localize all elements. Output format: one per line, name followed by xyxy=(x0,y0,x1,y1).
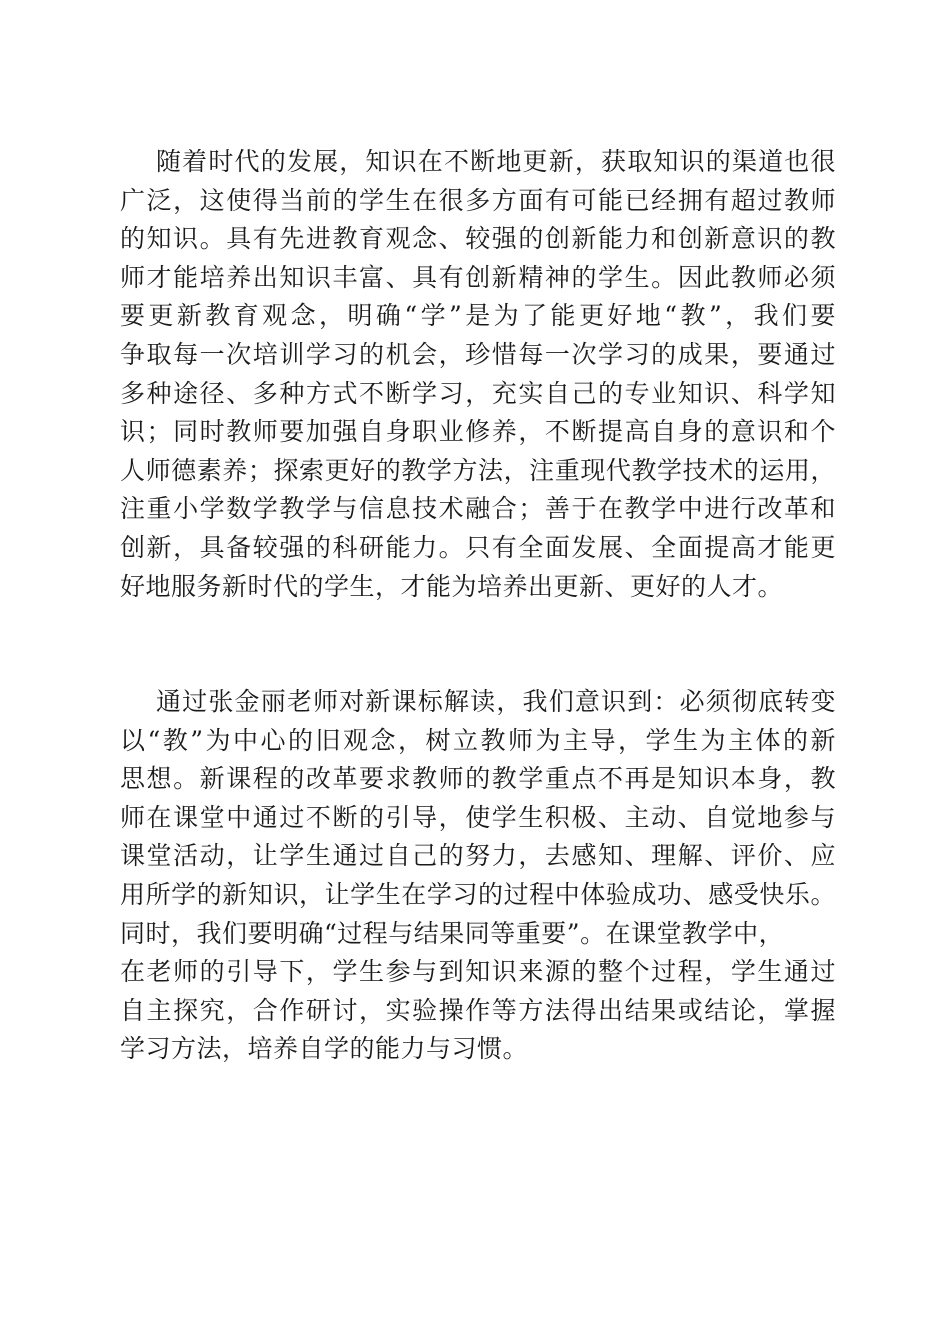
paragraph-line: 思想。新课程的改革要求教师的教学重点不再是知识本身，教 xyxy=(120,764,836,794)
paragraph-line: 创新，具备较强的科研能力。只有全面发展、全面提高才能更 xyxy=(120,532,836,562)
paragraph-line: 用所学的新知识，让学生在学习的过程中体验成功、感受快乐。 xyxy=(120,879,836,909)
paragraph-2 xyxy=(120,683,836,1069)
paragraph-line: 课堂活动，让学生通过自己的努力，去感知、理解、评价、应 xyxy=(120,841,836,871)
paragraph-line: 广泛，这使得当前的学生在很多方面有可能已经拥有超过教师 xyxy=(120,185,836,215)
paragraph-line: 自主探究，合作研讨，实验操作等方法得出结果或结论，掌握 xyxy=(120,995,836,1025)
paragraph-line: 好地服务新时代的学生，才能为培养出更新、更好的人才。 xyxy=(120,571,784,601)
paragraph-line: 要更新教育观念，明确“学”是为了能更好地“教”，我们要 xyxy=(120,301,836,331)
paragraph-line: 人师德素养；探索更好的教学方法，注重现代教学技术的运用， xyxy=(120,455,836,485)
paragraph-line: 以“教”为中心的旧观念，树立教师为主导，学生为主体的新 xyxy=(120,725,836,755)
paragraph-line: 通过张金丽老师对新课标解读，我们意识到：必须彻底转变 xyxy=(156,687,836,716)
paragraph-line: 识；同时教师要加强自身职业修养，不断提高自身的意识和个 xyxy=(120,417,836,447)
paragraph-line: 随着时代的发展，知识在不断地更新，获取知识的渠道也很 xyxy=(156,147,836,176)
paragraph-line: 多种途径、多种方式不断学习，充实自己的专业知识、科学知 xyxy=(120,378,836,408)
paragraph-line: 的知识。具有先进教育观念、较强的创新能力和创新意识的教 xyxy=(120,224,836,254)
paragraph-line: 同时，我们要明确“过程与结果同等重要”。在课堂教学中， xyxy=(120,918,785,948)
paragraph-line: 学习方法，培养自学的能力与习惯。 xyxy=(120,1034,529,1064)
paragraph-line: 争取每一次培训学习的机会，珍惜每一次学习的成果，要通过 xyxy=(120,339,836,369)
paragraph-1 xyxy=(120,143,836,606)
paragraph-line: 在老师的引导下，学生参与到知识来源的整个过程，学生通过 xyxy=(120,957,836,987)
paragraph-line: 师才能培养出知识丰富、具有创新精神的学生。因此教师必须 xyxy=(120,262,836,292)
paragraph-line: 注重小学数学教学与信息技术融合；善于在教学中进行改革和 xyxy=(120,494,836,524)
paragraph-line: 师在课堂中通过不断的引导，使学生积极、主动、自觉地参与 xyxy=(120,802,836,832)
